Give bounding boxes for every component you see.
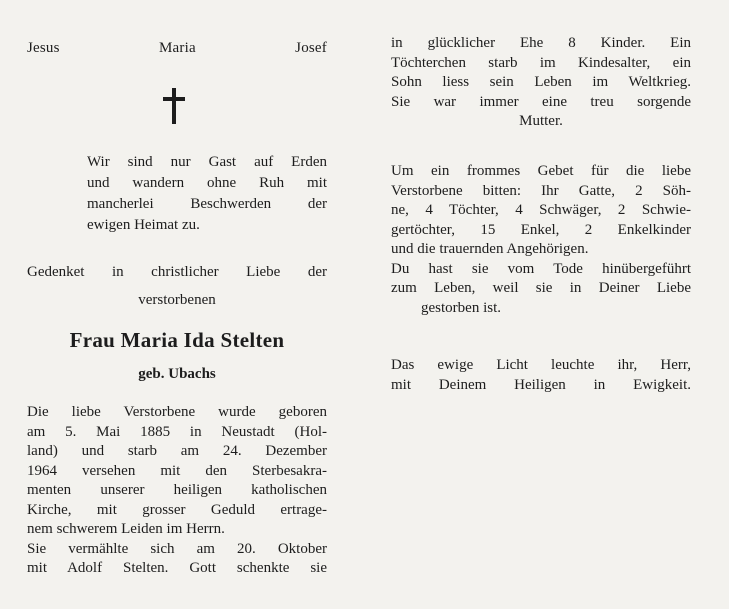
intro-line: Gedenket in christlicher Liebe der bbox=[27, 264, 327, 280]
bio-cont-line: in glücklicher Ehe 8 Kinder. Ein bbox=[391, 35, 691, 51]
header-names bbox=[27, 40, 327, 57]
prayer-line: Um ein frommes Gebet für die liebe bbox=[391, 163, 691, 179]
bio-line: mit Adolf Stelten. Gott schenkte sie bbox=[27, 560, 327, 576]
intro-verstorbenen: verstorbenen bbox=[138, 292, 216, 308]
prayer-line: Du hast sie vom Tode hinübergeführt bbox=[391, 260, 691, 277]
poem-line: ewigen Heimat zu. bbox=[87, 217, 200, 233]
poem bbox=[87, 152, 327, 236]
bio-line: Kirche, mit grosser Geduld ertrage- bbox=[27, 501, 327, 518]
bio-line: Sie vermählte sich am 20. Oktober bbox=[27, 540, 327, 557]
prayer-line: gertöchter, 15 Enkel, 2 Enkelkinder bbox=[391, 221, 691, 238]
header-maria: Maria bbox=[159, 40, 196, 56]
prayer-line: zum Leben, weil sie in Deiner Liebe bbox=[391, 280, 691, 296]
cross-icon bbox=[163, 88, 185, 124]
prayer-request bbox=[391, 162, 691, 318]
poem-line: und wandern ohne Ruh mit bbox=[87, 175, 327, 191]
prayer-line: und die trauernden Angehörigen. bbox=[391, 241, 589, 257]
bio-cont-line: Sohn liess sein Leben im Weltkrieg. bbox=[391, 74, 691, 90]
closing-line: Das ewige Licht leuchte ihr, Herr, bbox=[391, 357, 691, 373]
birth-name: geb. Ubachs bbox=[138, 366, 216, 382]
header-josef: Josef bbox=[295, 40, 327, 56]
prayer-line: Verstorbene bitten: Ihr Gatte, 2 Söh- bbox=[391, 182, 691, 199]
poem-line: mancherlei Beschwerden der bbox=[87, 196, 327, 212]
bio-line: land) und starb am 24. Dezember bbox=[27, 443, 327, 459]
bio-cont-line: Mutter. bbox=[519, 113, 563, 129]
bio-cont-line: Töchterchen starb im Kindesalter, ein bbox=[391, 54, 691, 71]
prayer-line: ne, 4 Töchter, 4 Schwäger, 2 Schwie- bbox=[391, 202, 691, 218]
bio-line: 1964 versehen mit den Sterbesakra- bbox=[27, 462, 327, 479]
bio-line: menten unserer heiligen katholischen bbox=[27, 482, 327, 498]
bio-line: Die liebe Verstorbene wurde geboren bbox=[27, 404, 327, 420]
deceased-name: Frau Maria Ida Stelten bbox=[69, 328, 285, 352]
prayer-line: gestorben ist. bbox=[421, 299, 501, 316]
header-jesus: Jesus bbox=[27, 40, 60, 56]
biography bbox=[27, 403, 327, 579]
bio-cont-line: Sie war immer eine treu sorgende bbox=[391, 93, 691, 110]
bio-line: nem schwerem Leiden im Herrn. bbox=[27, 521, 225, 537]
closing-line: mit Deinem Heiligen in Ewigkeit. bbox=[391, 376, 691, 393]
biography-continuation bbox=[391, 34, 691, 132]
left-column bbox=[27, 30, 327, 576]
closing-prayer bbox=[391, 356, 691, 395]
poem-line: Wir sind nur Gast auf Erden bbox=[87, 154, 327, 170]
bio-line: am 5. Mai 1885 in Neustadt (Hol- bbox=[27, 423, 327, 440]
